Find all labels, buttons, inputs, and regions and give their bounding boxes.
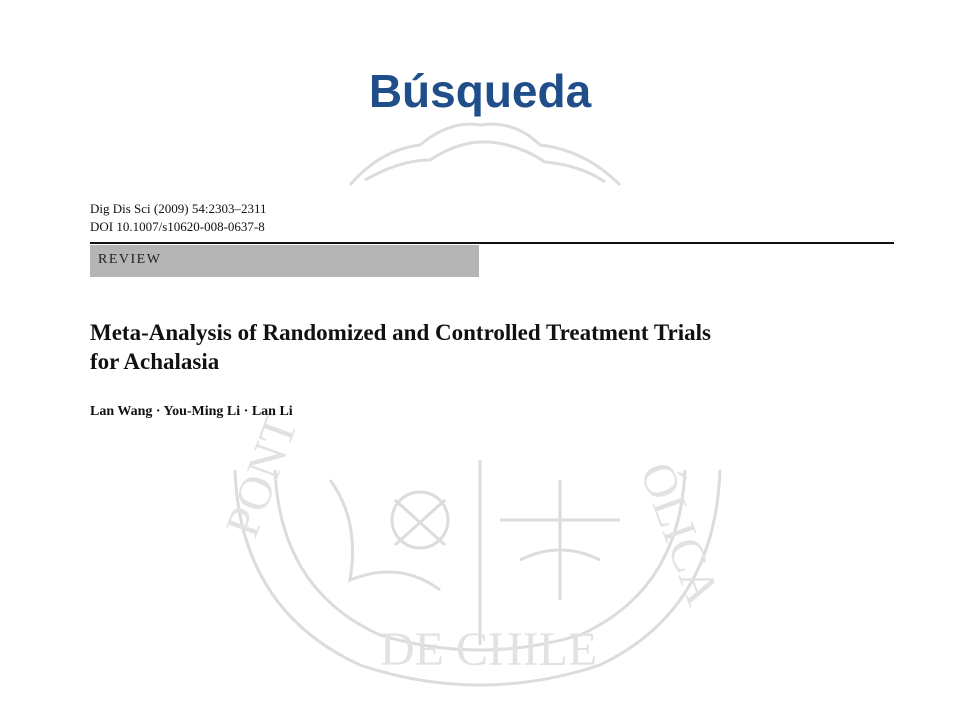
seal-text-left: PONT	[215, 407, 309, 544]
seal-text-right: ÓLICA	[629, 455, 730, 612]
doi-line: DOI 10.1007/s10620-008-0637-8	[90, 219, 265, 234]
journal-citation: Dig Dis Sci (2009) 54:2303–2311	[90, 201, 267, 216]
header-rule	[90, 242, 894, 244]
citation-block	[90, 200, 266, 236]
section-label: REVIEW	[98, 252, 162, 267]
section-bar	[90, 245, 479, 277]
article-title-line-1: Meta-Analysis of Randomized and Controlled Treatment Trials	[90, 320, 711, 345]
article-title	[90, 318, 870, 376]
article-title-line-2: for Achalasia	[90, 349, 220, 374]
seal-text-bottom: DE CHILE	[380, 623, 598, 676]
article-authors: Lan Wang · You-Ming Li · Lan Li	[90, 404, 293, 419]
slide-title: Búsqueda	[368, 65, 592, 117]
